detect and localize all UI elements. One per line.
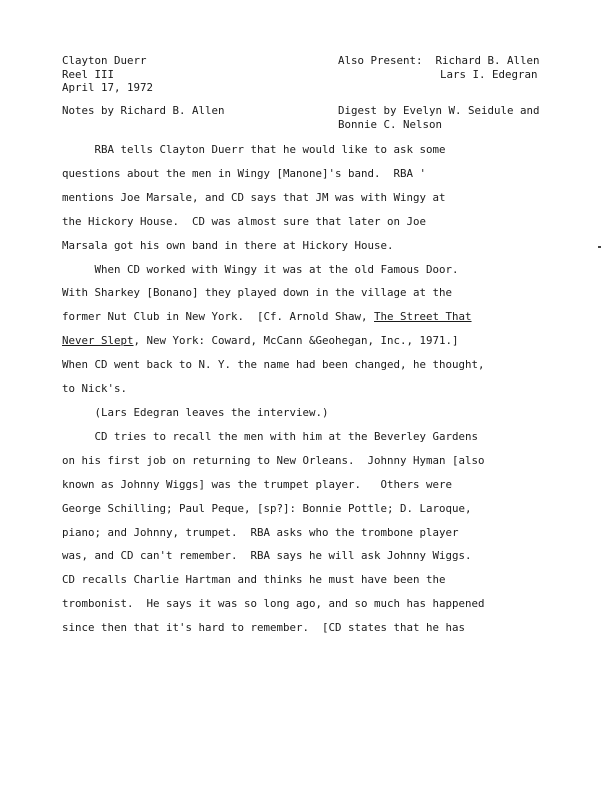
- header-left: [62, 54, 153, 95]
- book-title-part1: The Street That: [374, 310, 472, 324]
- body-line: the Hickory House. CD was almost sure that later on Joe: [62, 214, 427, 228]
- body-line-citation: [62, 305, 582, 329]
- body-line: mentions Joe Marsale, and CD says that JM was with Wingy at: [62, 190, 446, 204]
- body-line-citation-cont: [62, 329, 582, 353]
- body-line: on his first job on returning to New Orleans. Johnny Hyman [also: [62, 453, 485, 467]
- citation-rest: , New York: Coward, McCann &Geohegan, Inc., 1971.]: [133, 334, 459, 348]
- body-line: RBA tells Clayton Duerr that he would like to ask some: [62, 143, 446, 156]
- book-title-part2: Never Slept: [62, 334, 134, 348]
- body-line: CD tries to recall the men with him at the Beverley Gardens: [62, 429, 479, 443]
- interviewee-name: Clayton Duerr: [62, 54, 147, 67]
- body-line: CD recalls Charlie Hartman and thinks he must have been the: [62, 573, 446, 587]
- body-line: known as Johnny Wiggs] was the trumpet player. Others were: [62, 477, 453, 491]
- body-line: was, and CD can't remember. RBA says he will ask Johnny Wiggs.: [62, 549, 472, 563]
- transcript-body: [62, 138, 582, 640]
- digest-line-2: Bonnie C. Nelson: [338, 117, 443, 131]
- body-line: Marsala got his own band in there at Hickory House.: [62, 238, 394, 252]
- scan-mark: [598, 246, 601, 248]
- digest-line-1: Digest by Evelyn W. Seidule and: [338, 104, 540, 117]
- body-line: to Nick's.: [62, 382, 128, 396]
- body-line: trombonist. He says it was so long ago, and so much has happened: [62, 597, 485, 611]
- header-right: [338, 54, 540, 81]
- also-present-line: [338, 54, 540, 68]
- digest-by: [338, 104, 540, 131]
- body-line: When CD went back to N. Y. the name had been changed, he thought,: [62, 358, 485, 372]
- interview-date: April 17, 1972: [62, 81, 154, 94]
- body-line: With Sharkey [Bonano] they played down in the village at the: [62, 286, 453, 300]
- body-line: piano; and Johnny, trumpet. RBA asks who the trombone player: [62, 525, 459, 539]
- body-line: since then that it's hard to remember. [CD states that he has: [62, 621, 466, 635]
- citation-start: former Nut Club in New York. [Cf. Arnold Shaw,: [62, 310, 375, 324]
- body-line: questions about the men in Wingy [Manone]'s band. RBA ': [62, 166, 427, 180]
- body-line: (Lars Edegran leaves the interview.): [62, 405, 329, 419]
- body-line: George Schilling; Paul Peque, [sp?]: Bonnie Pottle; D. Laroque,: [62, 501, 472, 515]
- present-person-1: Richard B. Allen: [435, 54, 540, 67]
- also-present-label: Also Present:: [338, 54, 423, 67]
- reel-number: Reel III: [62, 67, 115, 81]
- present-person-2: Lars I. Edegran: [440, 67, 538, 81]
- body-line: When CD worked with Wingy it was at the old Famous Door.: [62, 262, 459, 276]
- notes-by: Notes by Richard B. Allen: [62, 104, 225, 117]
